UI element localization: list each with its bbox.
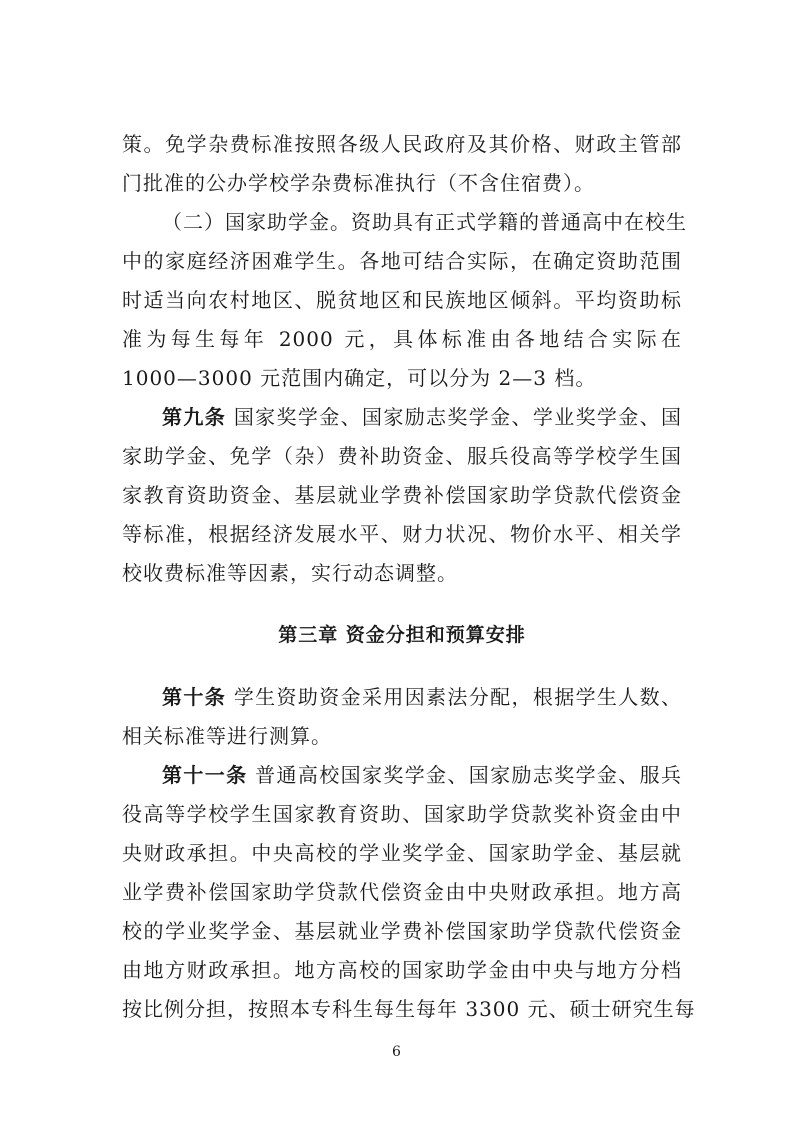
paragraph-line: 时适当向农村地区、脱贫地区和民族地区倾斜。平均资助标 (122, 288, 682, 312)
paragraph-line: 家教育资助资金、基层就业学费补偿国家助学贷款代偿资金 (122, 483, 682, 507)
article-text: 普通高校国家奖学金、国家励志奖学金、服兵 (255, 763, 683, 787)
paragraph-line: 家助学金、免学（杂）费补助资金、服兵役高等学校学生国 (122, 444, 682, 468)
chapter-heading: 第三章 资金分担和预算安排 (278, 624, 526, 646)
paragraph-line: 业学费补偿国家助学贷款代偿资金由中央财政承担。地方高 (122, 880, 682, 904)
article-11-first-line (122, 756, 682, 795)
paragraph-line: 准为每生每年 2000 元，具体标准由各地结合实际在 (122, 327, 682, 351)
paragraph-line: 校的学业奖学金、基层就业学费补偿国家助学贷款代偿资金 (122, 919, 682, 943)
paragraph-line: 相关标准等进行测算。 (122, 724, 332, 748)
paragraph-line: 役高等学校学生国家教育资助、国家助学贷款奖补资金由中 (122, 802, 682, 826)
article-text: 学生资助资金采用因素法分配，根据学生人数、 (233, 685, 683, 709)
page-body (122, 125, 696, 1029)
paragraph-line: 等标准，根据经济发展水平、财力状况、物价水平、相关学 (122, 522, 682, 546)
paragraph-line: 策。免学杂费标准按照各级人民政府及其价格、财政主管部 (122, 132, 682, 156)
paragraph-line: 1000—3000 元范围内确定，可以分为 2—3 档。 (122, 366, 597, 390)
article-text: 国家奖学金、国家励志奖学金、学业奖学金、国 (233, 405, 683, 429)
paragraph-line: 中的家庭经济困难学生。各地可结合实际，在确定资助范围 (122, 249, 682, 273)
paragraph-line: 门批准的公办学校学杂费标准执行（不含住宿费）。 (122, 171, 595, 195)
article-label: 第十条 (162, 685, 227, 709)
article-9-first-line (122, 398, 682, 437)
paragraph-line: 央财政承担。中央高校的学业奖学金、国家助学金、基层就 (122, 841, 682, 865)
article-label: 第九条 (162, 405, 227, 429)
paragraph-line: 由地方财政承担。地方高校的国家助学金由中央与地方分档 (122, 958, 682, 982)
article-label: 第十一条 (162, 763, 248, 787)
paragraph-line: 校收费标准等因素，实行动态调整。 (122, 561, 458, 585)
paragraph-line: （二）国家助学金。资助具有正式学籍的普通高中在校生 (162, 210, 687, 234)
page-number: 6 (392, 1044, 401, 1060)
article-10-first-line (122, 678, 682, 717)
paragraph-line: 按比例分担，按照本专科生每生每年 3300 元、硕士研究生每 (122, 997, 696, 1021)
